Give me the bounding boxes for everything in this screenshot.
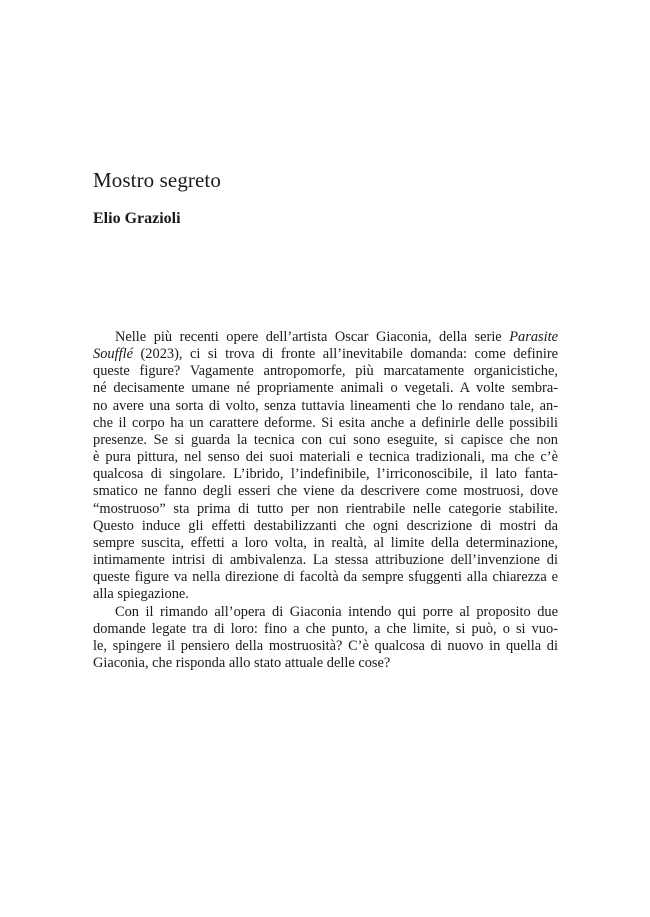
text-line [93,483,558,500]
text-line [93,432,558,449]
text-run: smatico ne fanno degli esseri che viene da descrivere come mostruosi, dove [93,483,558,500]
text-line [93,569,558,586]
text-line [93,604,558,621]
text-run: intimamente intrisi di ambivalenza. La stessa attribuzione dell’invenzione di [93,552,558,569]
text-run: “mostruoso” sta prima di tutto per non rientrabile nelle categorie stabilite. [93,500,558,517]
text-line [93,501,558,518]
text-run: qualcosa di singolare. L’ibrido, l’indefinibile, l’irriconoscibile, il lato fanta- [93,466,558,483]
text-run: che il corpo ha un carattere deforme. Si esita anche a definirle delle possibili [93,414,558,431]
text-run: Nelle più recenti opere dell’artista Oscar Giaconia, della serie [115,329,510,345]
text-line [93,329,558,346]
text-run: Questo induce gli effetti destabilizzanti che ogni descrizione di mostri da [93,517,558,534]
page-title: Mostro segreto [93,168,221,192]
text-line [93,621,558,638]
text-line [93,518,558,535]
text-run: presenze. Se si guarda la tecnica con cui sono eseguite, si capisce che non [93,431,558,448]
text-run: queste figure va nella direzione di facoltà da sempre sfuggenti alla chiarezza e [93,569,558,586]
text-line [93,552,558,569]
text-run: è pura pittura, nel senso dei suoi materiali e tecnica tradizionali, ma che c’è [93,449,558,466]
text-run: (2023), ci si trova di fronte all’inevitabile domanda: come definire [132,346,558,363]
text-line [93,655,558,672]
text-line [93,586,558,603]
text-line [93,363,558,380]
text-run: sempre suscita, effetti a loro volta, in realtà, al limite della determinazione, [93,534,558,551]
text-run: alla spiegazione. [93,586,189,603]
text-run: le, spingere il pensiero della mostruosità? C’è qualcosa di nuovo in quella di [93,637,558,654]
text-line [93,535,558,552]
author-name: Elio Grazioli [93,210,181,227]
text-run: né decisamente umane né propriamente animali o vegetali. A volte sembra- [93,380,558,397]
text-line [93,398,558,415]
text-run: no avere una sorta di volto, senza tuttavia lineamenti che lo rendano tale, an- [93,397,558,414]
text-line [93,638,558,655]
text-run: Giaconia, che risponda allo stato attuale delle cose? [93,654,391,671]
text-line [93,466,558,483]
italic-text: Parasite [509,329,558,345]
text-line [93,449,558,466]
text-run: queste figure? Vagamente antropomorfe, più marcatamente organicistiche, [93,363,558,380]
text-line [93,415,558,432]
text-run: domande legate tra di loro: fino a che punto, a che limite, si può, o si vuo- [93,620,558,637]
paragraph [93,329,558,604]
text-line [93,346,558,363]
body-text [93,329,558,672]
italic-text: Soufflé [93,346,133,363]
text-line [93,380,558,397]
paragraph [93,604,558,673]
text-run: Con il rimando all’opera di Giaconia intendo qui porre al proposito due [115,603,558,620]
